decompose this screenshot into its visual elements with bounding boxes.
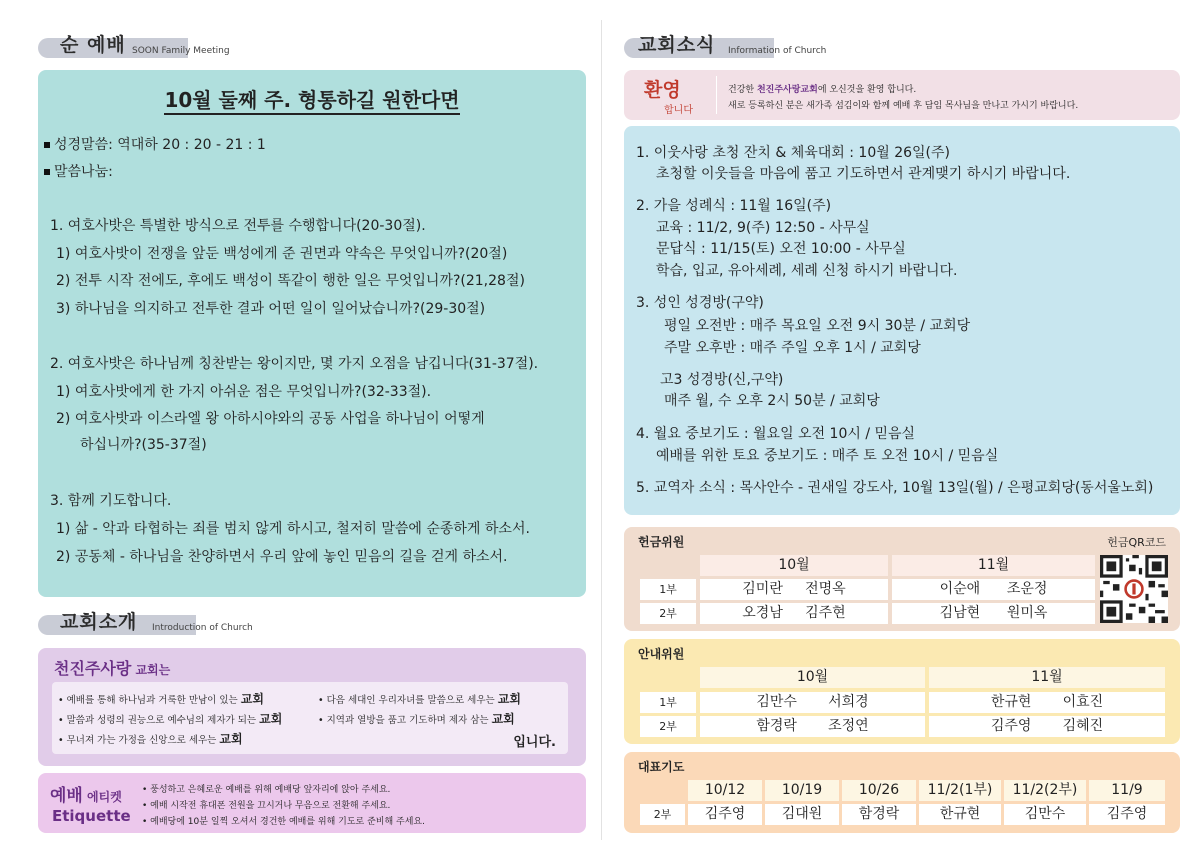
news-detail: 문답식 : 11/15(토) 오전 10:00 - 사무실 (656, 241, 906, 257)
sermon-box (38, 70, 586, 597)
sermon-point: 3. 함께 기도합니다. (50, 493, 172, 509)
sermon-question-cont: 하십니까?(35-37절) (80, 437, 207, 453)
section-title: 교회소개 (60, 611, 138, 633)
month-header: 10월 (700, 555, 888, 576)
part-label: 2부 (640, 716, 696, 737)
part-label: 2부 (640, 603, 696, 624)
etiquette-title: 예배 에티켓 (50, 786, 122, 806)
date-header: 10/12 (688, 780, 762, 801)
part-label: 1부 (640, 579, 696, 600)
sharing-line: 말씀나눔: (44, 161, 113, 181)
section-title: 순 예배 (60, 34, 126, 56)
church-name: 천진주사랑 교회는 (54, 659, 171, 678)
name-cell: 이순애 조운정 (892, 579, 1095, 600)
sermon-prayer: 2) 공동체 - 하나님을 찬양하면서 우리 앞에 놓인 믿음의 길을 걷게 하소서. (56, 549, 508, 565)
prayer-box (624, 752, 1180, 833)
date-header: 11/2(2부) (1004, 780, 1086, 801)
section-title: 교회소식 (638, 34, 716, 56)
worship-section-header (38, 32, 228, 58)
church-intro-list (52, 682, 568, 754)
prayer-label: 대표기도 (638, 760, 685, 774)
news-item: 2. 가을 성례식 : 11월 16일(주) (636, 198, 832, 214)
news-item: 4. 월요 중보기도 : 월요일 오전 10시 / 믿음실 (636, 426, 916, 442)
name-cell: 김주영 (1089, 804, 1165, 825)
welcome-box (624, 70, 1180, 120)
news-item: 1. 이웃사랑 초청 잔치 & 체육대회 : 10월 26일(주) (636, 145, 951, 161)
usher-committee-box (624, 639, 1180, 744)
sermon-question: 1) 여호사밧에게 한 가지 아쉬운 점은 무엇입니까?(32-33절). (56, 384, 432, 400)
welcome-line-2: 새로 등록하신 분은 새가족 섬김이와 함께 예배 후 담임 목사님을 만나고 가시기 바랍니다. (728, 101, 1079, 111)
name-cell: 함경락 조정연 (700, 716, 925, 737)
date-header: 11/9 (1089, 780, 1165, 801)
month-header: 11월 (929, 667, 1165, 688)
etiquette-box (38, 773, 586, 833)
etiquette-title-en: Etiquette (52, 807, 131, 825)
welcome-separator (716, 76, 717, 114)
intro-item: • 말씀과 성령의 권능으로 예수님의 제자가 되는 교회 (58, 712, 283, 726)
news-detail: 교육 : 11/2, 9(주) 12:50 - 사무실 (656, 220, 870, 236)
name-cell: 김대원 (765, 804, 839, 825)
welcome-small: 합니다 (664, 105, 693, 116)
intro-item: • 지역과 열방을 품고 기도하며 제자 삼는 교회 (318, 712, 515, 726)
sermon-point: 1. 여호사밧은 특별한 방식으로 전투를 수행합니다(20-30절). (50, 218, 426, 234)
usher-label: 안내위원 (638, 647, 685, 661)
section-subtitle: Information of Church (728, 46, 827, 56)
sermon-title: 10월 둘째 주. 형통하길 원한다면 (38, 84, 586, 113)
news-detail: 예배를 위한 토요 중보기도 : 매주 토 오전 10시 / 믿음실 (656, 448, 999, 464)
intro-item: • 다음 세대인 우리자녀를 말씀으로 세우는 교회 (318, 692, 521, 706)
news-detail: 평일 오전반 : 매주 목요일 오전 9시 30분 / 교회당 (664, 318, 971, 334)
intro-section-header (38, 609, 278, 635)
intro-item: • 예배를 통해 하나님과 거룩한 만남이 있는 교회 (58, 692, 264, 706)
name-cell: 김만수 서희경 (700, 692, 925, 713)
sermon-point: 2. 여호사밧은 하나님께 칭찬받는 왕이지만, 몇 가지 오점을 남깁니다(31-37절). (50, 356, 539, 372)
news-detail: 주말 오후반 : 매주 주일 오후 1시 / 교회당 (664, 340, 921, 356)
offering-committee-box (624, 527, 1180, 631)
square-bullet-icon (44, 169, 50, 175)
date-header: 11/2(1부) (919, 780, 1001, 801)
month-header: 10월 (700, 667, 925, 688)
etiquette-line: • 예배당에 10분 일찍 오셔서 경건한 예배를 위해 기도로 준비해 주세요. (142, 817, 425, 827)
name-cell: 김주영 김혜진 (929, 716, 1165, 737)
section-subtitle: SOON Family Meeting (132, 46, 230, 56)
news-item: 5. 교역자 소식 : 목사안수 - 권새일 강도사, 10월 13일(월) / 은평교회당(동서울노회) (636, 480, 1154, 496)
offering-qr-code[interactable] (1100, 555, 1168, 623)
news-detail: 고3 성경방(신,구약) (660, 372, 784, 388)
welcome-line-1: 건강한 천진주사랑교회에 오신것을 환영 합니다. (728, 85, 917, 95)
name-cell: 오경남 김주현 (700, 603, 888, 624)
name-cell: 김만수 (1004, 804, 1086, 825)
news-detail: 매주 월, 수 오후 2시 50분 / 교회당 (664, 393, 880, 409)
sermon-question: 2) 전투 시작 전에도, 후에도 백성이 똑같이 행한 일은 무엇입니까?(21,28절) (56, 273, 525, 289)
qr-code-icon (1100, 555, 1168, 623)
intro-ending: 입니다. (513, 735, 556, 750)
news-detail: 초청할 이웃들을 마음에 품고 기도하면서 관계맺기 하시기 바랍니다. (656, 166, 1071, 182)
date-header: 10/19 (765, 780, 839, 801)
name-cell: 김남현 원미옥 (892, 603, 1095, 624)
sermon-question: 3) 하나님을 의지하고 전투한 결과 어떤 일이 일어났습니까?(29-30절) (56, 301, 486, 317)
column-divider (601, 20, 602, 840)
sermon-question: 1) 여호사밧이 전쟁을 앞둔 백성에게 준 권면과 약속은 무엇입니까?(20절) (56, 246, 508, 262)
etiquette-line: • 풍성하고 은혜로운 예배를 위해 예배당 앞자리에 앉아 주세요. (142, 785, 391, 795)
name-cell: 김주영 (688, 804, 762, 825)
intro-item: • 무너져 가는 가정을 신앙으로 세우는 교회 (58, 732, 243, 746)
offering-label: 헌금위원 (638, 535, 685, 549)
name-cell: 김미란 전명옥 (700, 579, 888, 600)
welcome-big: 환영 (644, 79, 681, 101)
news-section-header (624, 32, 844, 58)
part-label: 1부 (640, 692, 696, 713)
part-label: 2부 (640, 804, 685, 825)
qr-label: 헌금QR코드 (1107, 536, 1166, 549)
name-cell: 함경락 (842, 804, 916, 825)
date-header: 10/26 (842, 780, 916, 801)
month-header: 11월 (892, 555, 1095, 576)
sermon-question: 2) 여호사밧과 이스라엘 왕 아하시야와의 공동 사업을 하나님이 어떻게 (56, 411, 485, 427)
sermon-prayer: 1) 삶 - 악과 타협하는 죄를 범치 않게 하시고, 철저히 말씀에 순종하게 하소서. (56, 521, 530, 537)
etiquette-line: • 예배 시작전 휴대폰 전원을 끄시거나 무음으로 전환해 주세요. (142, 801, 391, 811)
scripture-line: 성경말씀: 역대하 20 : 20 - 21 : 1 (44, 134, 266, 154)
news-item: 3. 성인 성경방(구약) (636, 295, 764, 311)
square-bullet-icon (44, 142, 50, 148)
news-box (624, 126, 1180, 515)
name-cell: 한규현 이효진 (929, 692, 1165, 713)
news-detail: 학습, 입교, 유아세례, 세례 신청 하시기 바랍니다. (656, 263, 958, 279)
name-cell: 한규현 (919, 804, 1001, 825)
church-intro-box (38, 648, 586, 766)
section-subtitle: Introduction of Church (152, 623, 253, 633)
